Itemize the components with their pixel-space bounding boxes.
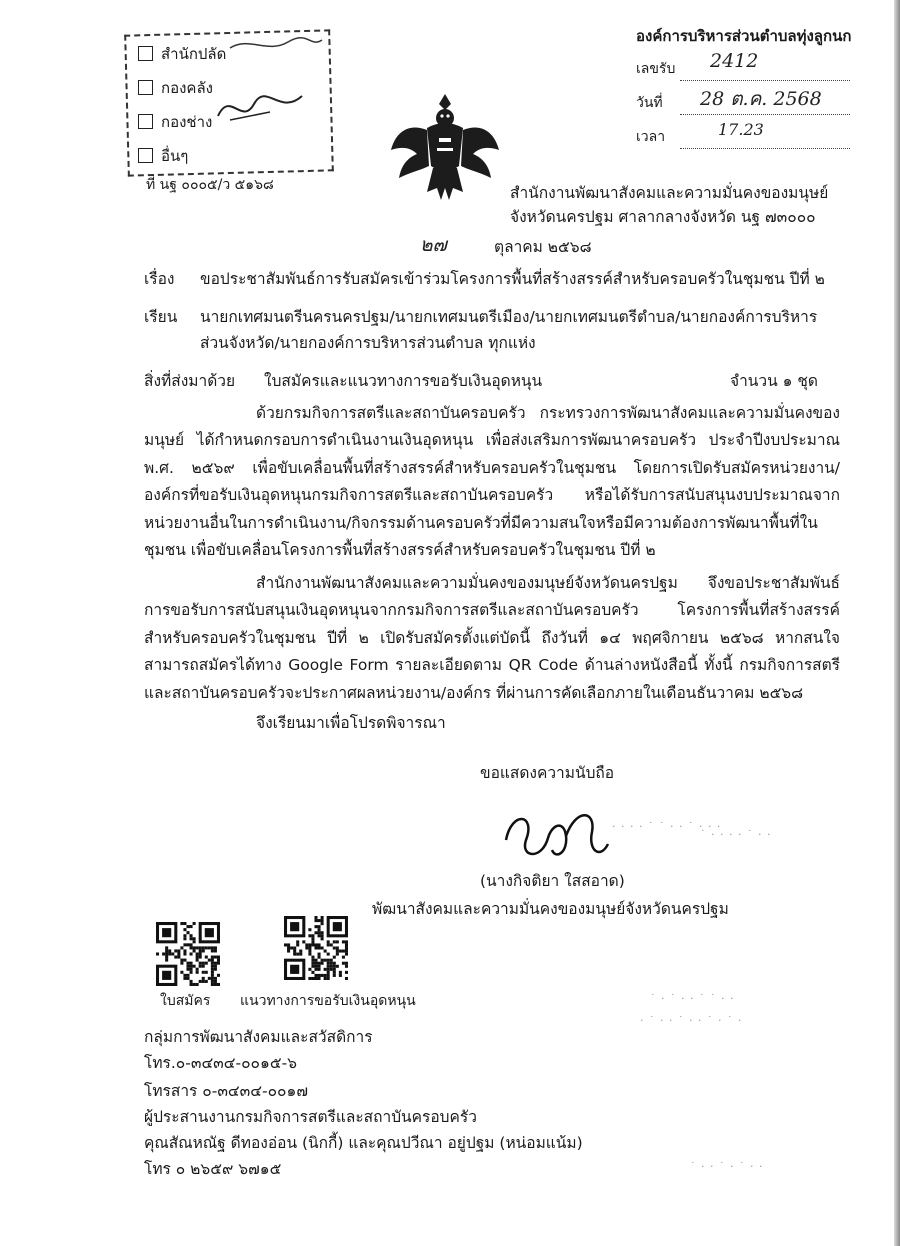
enclosure-qty: จำนวน ๑ ชุด	[730, 372, 818, 390]
contact-coordinator: ผู้ประสานงานกรมกิจการสตรีและสถาบันครอบครัว	[144, 1108, 477, 1126]
body-paragraph: สำนักงานพัฒนาสังคมและความมั่นคงของมนุษย์จังหวัดนครปฐม จึงขอประชาสัมพันธ์การขอรับการสนับสนุนเงินอุดหนุนจากกรมกิจการสตรีและสถาบันครอบครัว โครงการพื้นที่สร้างสรรค์สำหรับครอบครัวในชุมชน ปีที่ ๒ เปิดรับสมัครตั้งแต่บัดนี้ ถึงวันที่ ๑๔ พฤศจิกายน ๒๕๖๘ หากสนใจสามารถสมัครได้ทาง Google Form รายละเอียดตาม QR Code ด้านล่างหนังสือนี้ ทั้งนี้ กรมกิจการสตรีและสถาบันครอบครัวจะประกาศผลหน่วยงาน/องค์กร ที่ผ่านการคัดเลือกภายในเดือนธันวาคม ๒๕๖๘	[144, 574, 840, 702]
receipt-time-label: เวลา	[636, 129, 666, 145]
receipt-date-label: วันที่	[636, 95, 663, 111]
routing-item: กองคลัง	[138, 76, 213, 100]
to-label: เรียน	[144, 308, 178, 326]
bleed-through-mark: · ˙ · · ˙ · · ˙ · ˙ ·	[640, 1014, 743, 1027]
closing-greeting: ขอแสดงความนับถือ	[480, 764, 615, 782]
routing-item: สำนักปลัด	[138, 42, 226, 66]
receipt-org: องค์การบริหารส่วนตำบลทุ่งลูกนก	[636, 27, 852, 45]
enclosure-text: ใบสมัครและแนวทางการขอรับเงินอุดหนุน	[264, 372, 543, 390]
routing-signature	[210, 86, 310, 130]
date-day: ๒๗	[420, 234, 447, 256]
contact-dept: กลุ่มการพัฒนาสังคมและสวัสดิการ	[144, 1028, 373, 1046]
signer-signature	[496, 800, 616, 870]
bleed-through-mark: ˙ · ˙ · · ˙ ˙ · ·	[650, 992, 735, 1005]
to-line2: ส่วนจังหวัด/นายกองค์การบริหารส่วนตำบล ทุกแห่ง	[200, 334, 536, 352]
subject-text: ขอประชาสัมพันธ์การรับสมัครเข้าร่วมโครงการพื้นที่สร้างสรรค์สำหรับครอบครัวในชุมชน ปีที่ ๒	[200, 270, 825, 288]
garuda-emblem-icon	[387, 88, 503, 208]
qr-code-application	[156, 922, 220, 986]
ref-number: ที่ นฐ ๐๐๐๕/ว ๕๑๖๘	[146, 177, 274, 193]
enclosure-label: สิ่งที่ส่งมาด้วย	[144, 372, 236, 390]
contact-persons: คุณสัณหณัฐ ดีทองอ่อน (นิกกี้) และคุณปวีณา อยู่ปฐม (หน่อมแน้ม)	[144, 1134, 583, 1152]
date-month-year: ตุลาคม ๒๕๖๘	[494, 238, 592, 256]
routing-item: อื่นๆ	[138, 144, 188, 168]
qr-label: ใบสมัคร	[160, 993, 211, 1009]
routing-scribble	[228, 34, 324, 56]
signer-title: พัฒนาสังคมและความมั่นคงของมนุษย์จังหวัดนครปฐม	[372, 900, 729, 918]
subject-label: เรื่อง	[144, 270, 175, 288]
contact-fax: โทรสาร ๐-๓๔๓๔-๐๐๑๗	[144, 1082, 308, 1100]
contact-tel2: โทร ๐ ๒๖๕๙ ๖๗๑๕	[144, 1160, 282, 1178]
qr-code-guideline	[284, 916, 348, 980]
bleed-through-mark: ˙ · · ˙ · ˙ · ·	[690, 1160, 764, 1173]
receipt-no-value: 2412	[710, 50, 759, 72]
routing-item: กองช่าง	[138, 110, 212, 134]
sender-line1: สำนักงานพัฒนาสังคมและความมั่นคงของมนุษย์	[510, 184, 829, 202]
bleed-through-mark: ˙ · · · · ˙ · ·	[700, 828, 772, 841]
bleed-through-mark: · · · · ˙ ˙ · · ˙ · · ·	[612, 820, 722, 833]
sender-line2: จังหวัดนครปฐม ศาลากลางจังหวัด นฐ ๗๓๐๐๐	[510, 208, 816, 226]
receipt-time-value: 17.23	[718, 120, 764, 139]
contact-tel: โทร.๐-๓๔๓๔-๐๐๑๕-๖	[144, 1054, 298, 1072]
receipt-no-label: เลขรับ	[636, 61, 676, 77]
receipt-date-value: 28 ต.ค. 2568	[700, 88, 822, 110]
closing-request: จึงเรียนมาเพื่อโปรดพิจารณา	[256, 714, 446, 732]
signer-name: (นางกิจติยา ใสสอาด)	[480, 872, 625, 890]
body-paragraph: ด้วยกรมกิจการสตรีและสถาบันครอบครัว กระทรวงการพัฒนาสังคมและความมั่นคงของมนุษย์ ได้กำหนดกรอบการดำเนินงานเงินอุดหนุน เพื่อส่งเสริมการพัฒนาครอบครัว ประจำปีงบประมาณ พ.ศ. ๒๕๖๙ เพื่อขับเคลื่อนพื้นที่สร้างสรรค์สำหรับครอบครัวในชุมชน โดยการเปิดรับสมัครหน่วยงาน/องค์กรที่ขอรับเงินอุดหนุนกรมกิจการสตรีและสถาบันครอบครัว หรือได้รับการสนับสนุนงบประมาณจากหน่วยงานอื่นในการดำเนินงาน/กิจกรรมด้านครอบครัวที่มีความสนใจหรือมีความต้องการพัฒนาพื้นที่ในชุมชน เพื่อขับเคลื่อนโครงการพื้นที่สร้างสรรค์สำหรับครอบครัวในชุมชน ปีที่ ๒	[144, 404, 840, 560]
page-edge-shadow	[894, 0, 900, 1246]
qr-label: แนวทางการขอรับเงินอุดหนุน	[240, 993, 416, 1009]
to-line1: นายกเทศมนตรีนครนครปฐม/นายกเทศมนตรีเมือง/นายกเทศมนตรีตำบล/นายกองค์การบริหาร	[200, 308, 818, 326]
